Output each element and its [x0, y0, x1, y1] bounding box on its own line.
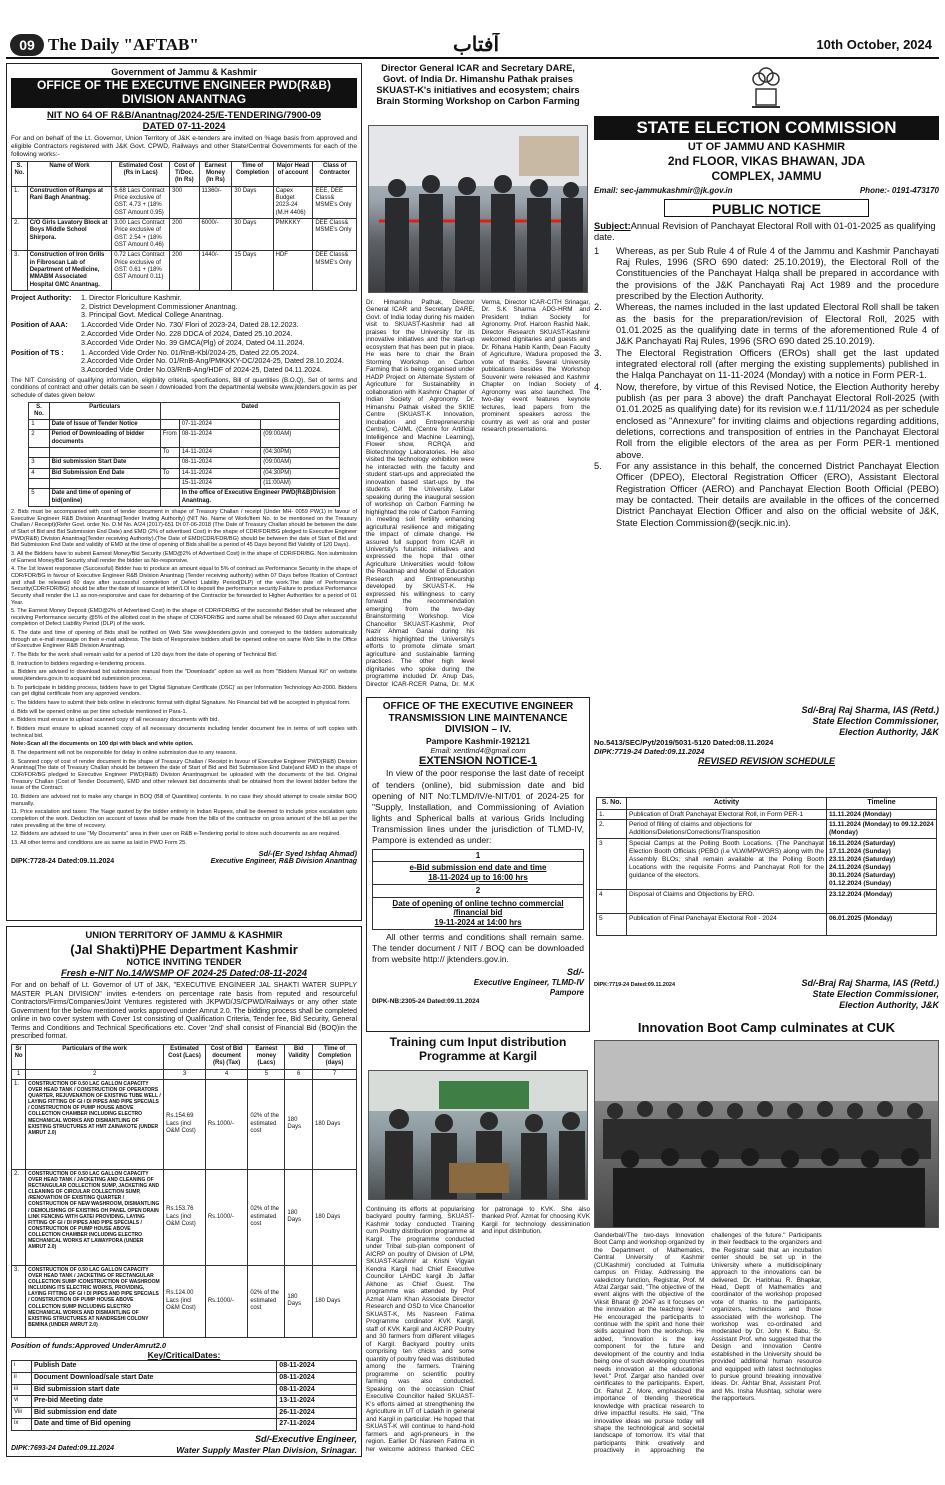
table-header: S. No. Particulars Dated — [29, 402, 339, 420]
sec-sign-2b: State Election Commissioner, — [812, 988, 939, 999]
table-row: 4 Bid Submission End Date To 14-11-2024 (04:30PM) — [29, 468, 339, 478]
sec-phone: Phone:- 0191-473170 — [859, 185, 939, 195]
table-row: 1. CONSTRUCTION OF 0.50 LAC GALLON CAPACITY OVER HEAD TANK / CONSTRUCTION OF OPERATORS QUARTER, REJUVENATION OF EXISTING TUBE WELL / LAYING FITTING OF GI / DI PIPES AND PIPE SPECIALS / CONSTRUCTION OF PUMP HOUSE ABOVE COLLECTION CHAMBER INCLUDING ELECTRO MECHANICAL WORKS AND DISMANTLING OF EXISTING STRUCTURES AT HMT ZAINAKOTE (UNDER AMRUT 2.0) Rs.154.69 Lacs (incl O&M Cost) Rs.1000/- 02% of the estimated cost 180 Days 180 Days — [12, 1079, 357, 1169]
paper-name: The Daily "AFTAB" — [48, 35, 199, 54]
icar-headline: Director General ICAR and Secretary DARE, Govt. of India Dr. Himanshu Pathak praises SKUAST-K's initiatives and ecosystem; chairs Brain Storming Workshop on Carbon Farming — [376, 63, 580, 106]
tlmd-dates-table — [372, 849, 584, 930]
pwd-schedule-table — [28, 402, 339, 507]
table-row: 15-11-2024 (11:00AM) — [29, 479, 339, 489]
phe-key-title: Key/CriticalDates: — [147, 1350, 221, 1361]
table-row: 2 Period of Downloading of bidder documents From 08-11-2024 (09:00AM) — [29, 430, 339, 448]
photo-banner — [519, 136, 579, 176]
pwd-authority: Project Authority: 1. Director Floriculture Kashmir. 2. District Development Commissioner Anantnag. 3. Principal Govt. Medical College Anantnag. — [11, 292, 238, 320]
table-col-numbers: 1 2 3 4 5 6 7 — [12, 1069, 357, 1079]
icar-photo — [368, 125, 588, 293]
pwd-works-table — [11, 161, 357, 291]
sec-sub: UT OF JAMMU AND KASHMIR — [687, 141, 846, 153]
pwd-tender-notice — [6, 63, 362, 921]
phe-sign-designation: Water Supply Master Plan Division, Srinagar. — [176, 1444, 357, 1455]
sec-schedule-table — [596, 797, 937, 936]
pwd-clauses: 2. Bids must be accompanied with cost of tender document in shape of Treasury Challan / receipt (Under MH- 0059 PW(1) in favour of Executive Engineer R&B Division Anantnag(Tender Inviting Authority) (NIT No. Name of Work/Item No. to be mentioned on the Treasury Challan / Receipt)(Refer Govt. order No. O.M No. A/24 (2017)-651 Dt 07-06-2018 (The Date of Treasury Challan should be between the date of Start of Bid and Bid Submission End Date) and EMD (2% of advertised Cost) in the shape of CDR/FDR/BG pledged to Executive Engineer PWD(R&B) Division Anantnag(Tender receiving Authority).(The Date of EMD(CDR/FDR/BG) should be between the date of Start of Bid and Bid Submission End Date and validity of EMD at the time of opening of Bids shall be a period of 45 Days beyond Bid Validity of 120 Days). 3. All the Bidders have to submit Earnest Money/Bid Security (EMD@2% of Advertised Cost) in the shape of CDR/FDR/BG. Non submission of Earnest Money/Bid Security shall render the bidder as No-responsive. 4. The 1st lowest responsive (Successful) Bidder has to produce an amount equal to 5% of contract as Performance Security in the shape of CDR/FDR/BG in favour of Executive Engineer R&B Division Anantnag (Tender receiving authority) within 07 Days before Ifcation of Contract and shall be released 60 days after successful completion of Defect Liability Period(DLP) of the work.The date of Performance Security(CDR/FDR/BG) should be after the date of issuance of letter/LOI to deposit the performance security.Failure to produce Performance Security shall render the L1 as non-responsive and case for debarring of the Contractor be forwarded to Higher Authorities for a period of 01 Year. 5. The Earnest Money Deposit (EMD@2% of Advertised Cost) in the shape of CDR/FDR/BG of the successful Bidder shall be released after receiving Performance security @5% of the allotted cost in the shape of CDR/FDR/BG and same shall be released 60 Days after successful completion of Defect Liability Period (DLP) of the work. 6. The date and time of opening of Bids shall be notified on Web Site www.jktenders.gov.in and conveyed to the bidders automatically through an e-mail message on their e-mail address. The bids of Responsive bidders shall be opened online on same Web Site in the Office of Executive Engineer R&B Division Anantnag. 7. The Bids for the work shall remain valid for a period of 120 days from the date of opening of Technical Bid. 8. Instruction to bidders regarding e-tendering process. a. Bidders are advised to download bid submission manual from the "Downloads" option as well as from "Bidders Manual Kit" on website www.jktenders.gov.in to acquaint bid submission process. b. To participate in bidding process, bidders have to get 'Digital Signature Certificate (DSC)' as per Information Technology Act-2000. Bidders can get digital certificate from any approved vendors. c. The bidders have to submit their bids online in electronic format with digital Signature. No Financial bid will be accepted in physical form. d. Bids will be opened online as per time schedule mentioned in Para-1. e. Bidders must ensure to upload scanned copy of all necessary documents with bid. f. Bidders must ensure to upload scanned copy of all necessary documents including tender document fee in terms of soft copies with technical bid. Note:-Scan all the documents on 100 dpi with black and white option. 8. The department will not be responsible for delay in online submission due to any reasons. 9. Scanned copy of cost of render document in the shape of Treasury Challan / Receipt in favour of Executive Engineer PWD(R&B) Division Anantnag(The date of Treasury Challan should be between the date of Start of Bid and Bid Submission End Date)and EMD in the shape of CDR/FDR/BG pledged to Executive Engineer PWD(R&B) Division Anantnagmust be uploaded with the documents of the bid. Original Treasury Challan (Cost of Tender Document), EMD and other relevant bid documents shall be obtained from the lowest bidder before the issue of the Contract. 10. Bidders are advised not to make any change in BOQ (Bill of Quantities) contents. In no case they should attempt to create similar BOQ manually. 11. Price escalation and taxes: The %age quoted by the bidder entirely in Indian Rupees, shall be deemed to include price escalation upto completion of the work. Deduction on account of taxes shall be made from the bills of the contractor on gross amount of the bill as per the rates prevailing at the time of recovery. 12. Bidders are advised to use "My Documents" area in their user on R&B e-Tendering portal to store such documents as are required. 13. All other terms and conditions are as same as laid in PWD Form 25. — [11, 508, 357, 846]
table-row: ii Document Download/sale start Date 08-11-2024 — [12, 1372, 357, 1384]
national-emblem-icon — [746, 63, 786, 113]
sec-public-notice: PUBLIC NOTICE — [664, 199, 869, 217]
table-row: 4 Disposal of Claims and Objections by ERO. 23.12.2024 (Monday) — [597, 889, 937, 913]
table-row: 5 Publication of Final Panchayat Electoral Roll - 2024 06.01.2025 (Monday) — [597, 913, 937, 935]
cuk-headline: Innovation Boot Camp culminates at CUK — [637, 1020, 896, 1035]
table-row: e-Bid submission end date and time 18-11-2024 up to 16:00 hrs — [373, 862, 584, 885]
cuk-body: Ganderbal//The two-days Innovation Boot Camp and workshop organized by the Department of Mathematics, Central University of Kashmir (CUKashmir) concluded at Tulmulla campus on Friday. Addressing the valedictory function, Registrar, Prof. M Afzal Zargar said, "The objective of the event aligns with the objective of the Viksit Bharat @ 2047 as it focuses on the innovation at the teaching level." He encouraged the participants to continue with the spirit and hone their skills acquired from the workshop. He added, "innovation is the key component for the future and development of the country and India being one of such developing countries needs innovation at the educational level." Prof. Zargar also handed over certificates to the participants. Expert, Dr. Rahul Z. More, emphasized the importance of blending theoretical knowledge with practical research to drive impactful results. He said, "The innovative ideas we pursue today will shape the technological and societal landscape of tomorrow. It's vital that participants think creatively and proactively in approaching the challenges of the future." Participants in their feedback to the organizers and the Registrar said that an incubation center should be set up in the University where a multidisciplinary approach to the innovations can be delivered. Dr. Haribhau R. Bhapkar, Head, Deptt of Mathematics and coordinator of the workshop proposed vote of thanks to the participants, organizers, technicians and those associated with the workshop. The workshop was co-ordinated and moderated by Dr. John K Babu, Sr. Assistant Prof. who suggested that the Design and Innovation Centre established in the University should be provided additional human resource and equipped with latest technologies to pursue ground breaking innovative ideas. Dr. Akhtar Bhat, Assistant Prof. and Ms. Insha Mushtaq, scholar were the rapporteurs. — [594, 1232, 822, 1455]
sec-dipk: DIPK:7719-24 Dated:09.11.2024 — [594, 747, 705, 757]
photo-people — [385, 175, 583, 293]
sec-subject: Subject:Annual Revision of Panchayat Electoral Roll with 01-01-2025 as qualifying date. — [594, 221, 936, 243]
masthead — [6, 33, 939, 59]
phe-key-dates-table — [11, 1360, 357, 1430]
table-row: 1. Construction of Ramps at Rani Bagh Anantnag. 5.68 Lacs Contract Price exclusive of GST: 4.73 + (18% GST Amount 0.95) 300 11360/- 30 Days Capex Budget 2023-24 (M.H 4406) EEE, DEE Class& MSME's Only — [12, 186, 357, 218]
kargil-photo — [368, 1070, 588, 1200]
tlmd-sign-designation: Executive Engineer, TLMD-IV Pampore — [473, 978, 584, 998]
sec-schedule-title: REVISED REVISION SCHEDULE — [697, 756, 836, 767]
phe-dept: (Jal Shakti)PHE Department Kashmir — [70, 941, 298, 957]
sec-para: 2. Whereas, the names included in the last updated Electoral Roll shall be taken as the basis for the preparation/revision of Electoral Roll, 2025 with 01.01.2025 as the qualifying date in terms of the aforementioned Rule 4 of J&K Panchayati Raj Rules, 1996 (SRO 690 dated 25.10.2019). — [594, 302, 939, 347]
table-row: 3 Bid submission Start Date 08-11-2024 (09:00AM) — [29, 458, 339, 468]
poultry-distribution-illustration — [369, 1071, 588, 1200]
sec-address-1: 2nd FLOOR, VIKAS BHAWAN, JDA — [667, 154, 866, 169]
sec-body — [594, 221, 939, 633]
pwd-office-title: OFFICE OF THE EXECUTIVE ENGINEER PWD(R&B) DIVISION ANANTNAG — [11, 78, 357, 108]
issue-date: 10th October, 2024 — [816, 37, 932, 52]
photo-building — [595, 1041, 939, 1101]
kargil-story — [366, 1036, 590, 1458]
tlmd-body2: All other terms and conditions shall remain same. The tender document / NIT / BOQ can be downloaded from website http:// jktenders.gov.in. — [372, 931, 584, 965]
sec-notice — [594, 63, 939, 633]
phe-ut: UNION TERRITORY OF JAMMU & KASHMIR — [85, 930, 283, 941]
table-row: 3. CONSTRUCTION OF 0.50 LAC GALLON CAPACITY OVER HEAD TANK / JACKETING OF RECTANGULAR COLLECTION SUMP /CONSTRUCTION OF WASHROOM INCLUDING ITS ELECTRIC WORKS, PROVIDING, LAYING FITTING OF GI / DI PIPES AND PIPE SPECIALS / CONSTRUCTION OF PUMP HOUSE ABOVE COLLECTION SUMP INCLUDING ELECTRO MECHANICAL WORKS AND DISMANTLING OF EXISTING STRUCTURES AT NANDRESHI COLONY BEMINA (UNDER AMRUT 2.0) Rs.124.00 Lacs (incl O&M Cost) Rs.1000/- 02% of the estimated cost 180 Days 180 Days — [12, 1265, 357, 1337]
table-header: S. No. Name of Work Estimated Cost (Rs in Lacs) Cost of T/Doc. (In Rs) Earnest Money (In Rs) Time of Completion Major Head of account Class of Contractor — [12, 161, 357, 186]
sec-sign-3b: Election Authority, J&K — [839, 999, 939, 1010]
sec-email: Email: sec-jammukashmir@jk.gov.in — [594, 185, 733, 195]
table-row: 5 Date and time of opening of bid(online) In the office of Executive Engineer PWD(R&B)Division Anantnag. — [29, 489, 339, 507]
table-row: 3 Special Camps at the Polling Booth Locations. (The Panchayat Election Booth Officials (PEBO (i.e VLW/MPW/GRS) along with the Assembly BLOs; shall remain available at the Polling Booth Locations with the requisite Forms and Panchayat Roll for the guidance of the electors. 16.11.2024 (Saturday) 17.11.2024 (Sunday) 23.11.2024 (Saturday) 24.11.2024 (Sunday) 30.11.2024 (Saturday) 01.12.2024 (Sunday) — [597, 839, 937, 890]
tlmd-notice — [366, 697, 590, 1032]
sec-dipk-2: DIPK:7719-24 Dated:09.11.2024 — [594, 982, 676, 988]
table-row: 2. CONSTRUCTION OF 0.50 LAC GALLON CAPACITY OVER HEAD TANK / JACKETING AND CLEANING OF RECTANGULAR COLLECTION SUMP, JACKETING AND CLEANING OF CIRCULAR COLLECTION SUMP, /RENOVATION OF EXISTING QUARTER / CONSTRUCTION OF NEW WASHROOM, DISMANTLING / DEMOLISHING OF EXISTING OH PANEL OPEN DRAIN LINK FENCING WITH GATE/ PROVIDING, LAYING FITTING OF GI / DI PIPES AND PIPE SPECIALS / CONSTRUCTION OF PUMP HOUSE ABOVE COLLECTION CHAMBER INCLUDING ELECTRO MECHANICAL WORKS AT LAWAYPORA (UNDER AMRUT 2.0) Rs.153.76 Lacs (incl O&M Cost) Rs.1000/- 02% of the estimated cost 180 Days 180 Days — [12, 1169, 357, 1265]
pwd-nit-date: DATED 07-11-2024 — [142, 121, 226, 133]
tlmd-title: EXTENSION NOTICE-1 — [419, 755, 537, 767]
sec-para: 4. Now, therefore, by virtue of this Revised Notice, the Election Authority hereby publish (as per para 3 above) the draft Panchayat Electoral Roll-2025 (with 01.01.2025 as qualifying date) for its revision w.e.f 11/11/2024 as per schedule enclosed as "Annexure" for inviting claims and objections regarding additions, deletions, corrections and transposition of entries in the Panchayat Electoral Roll from the eligible electors of the area as per Form PER-1 mentioned above. — [594, 381, 939, 460]
phe-funds: Position of funds:Approved UnderAmrut2.0 — [11, 1340, 167, 1350]
ribbon-cutting-illustration — [369, 126, 588, 293]
paper-logo: آفتاب — [452, 33, 500, 56]
cuk-photo — [594, 1040, 939, 1228]
sec-contact — [594, 186, 939, 196]
pwd-aaa: Position of AAA: 1.Accorded Vide Order No. 730/ Flori of 2023-24, Dated 28.12.2023. 2.Accorded Vide Order No. 228 DDCA of 2024, Dated 25.10.2024. 3.Accorded Vide Order No. 39 GMCA(Plg) of 2024, Dated 04.11.2024. — [11, 320, 305, 347]
sec-sign-1: Sd/-Braj Raj Sharma, IAS (Retd.) — [801, 705, 939, 715]
sec-sign-3: Election Authority, J&K — [839, 726, 939, 737]
kargil-body: Continuing its efforts at popularising backyard poultry farming, SKUAST-Kashmir today conducted Training cum Poultry distribution programme at Kargil. The programme conducted under Tribal sub-plan component of AICRP on poultry of Division of LPM, SKUAST-Kashmir at Krishi Vigyan Kendra Kargil had Chief Executive Councillor LAHDC kargil Jb Jaffar Akhone as Chief Guest. The programme was attended by Prof Azmat Alam Khan Associate Director Research and OSD to Vice Chancellor SKUAST-K, Ms Nasreen Fatima Programme cordinator KVK Kargil, staff of KVK Kargil and AICRP Poultry and 30 farmers from different villages of Kargil. Backyard poultry units comprising ten chicks and some quantity of poultry feed was distributed among the farmers. Training programme on scientific poultry farming was also conducted. Speaking on the occassion Chief Executive Councillor hailed SKUAST-K's efforts aimed at strengthening the Agriculture in UT of Ladakh in general and Kargil in particular. He hoped that SKUAST-K will continue to hand-hold farmers and agri-preneurs in the region. Earlier Dr Nasreen Fatima in her welcome address thanked CEC for patronage to KVK. She also thanked Prof. Azmat for choosing KVK Kargil for technology dessimination and input distribution. — [366, 1206, 590, 1453]
group-photo-illustration — [595, 1041, 939, 1228]
photo-chick-box — [449, 1163, 509, 1193]
pwd-nit-number: NIT NO 64 OF R&B/Anantnag/2024-25/E-TENDERING/7900-09 — [47, 109, 321, 121]
table-row: vi Pre-bid Meeting date 13-11-2024 — [12, 1396, 357, 1408]
pwd-footer — [11, 858, 357, 867]
table-row: 3. Construction of Iron Grills in Fibroscan Lab of Department of Medicine, MMABM Associated Hospital GMC Anantnag. 0.72 Lacs Contract Price exclusive of GST: 0.61 + (18% GST Amount 0.11) 200 1440/- 15 Days HDF DEE Class& MSME's Only — [12, 251, 357, 291]
table-row: To 14-11-2024 (04:30PM) — [29, 448, 339, 458]
sec-signature-block-2 — [594, 978, 939, 1016]
sec-sign-2: State Election Commissioner, — [812, 715, 939, 726]
kargil-headline: Training cum Input distribution Programme at Kargil — [389, 1036, 567, 1063]
phe-notice: NOTICE INVITING TENDER — [126, 957, 242, 968]
table-row: 2. Period of filling of claims and objections for Additions/Deletions/Corrections/Transposition 11.11.2024 (Monday) to 09.12.2024 (Monday) — [597, 820, 937, 839]
tlmd-dipk: DIPK-NB:2305-24 Dated:09.11.2024 — [372, 997, 480, 1005]
tlmd-office: OFFICE OF THE EXECUTIVE ENGINEER TRANSMISSION LINE MAINTENANCE DIVISION – IV. — [382, 701, 574, 735]
table-row: 1. Publication of Draft Panchayat Electoral Roll, in Form PER-1 11.11.2024 (Monday) — [597, 809, 937, 820]
pwd-ts: Position of TS : 1. Accorded Vide Order No. 01/RnB-Kbl/2024-25, Dated 22.05.2024. 2.Accorded Vide Order No. 01/RnB-Ang/PMKKKY-DC/2024-25, Dated 28.10.2024. 3.Accorded Vide Order No.03/RnB-Ang/HDF of 2024-25, Dated 04.11.2024. — [11, 347, 344, 375]
table-row: 2. C/O Girls Lavatory Block at Boys Middle School Shirpora. 3.00 Lacs Contract Price exclusive of GST: 2.54 + (18% GST Amount 0.46) 200 6000/- 30 Days PMKKKY DEE Class& MSME's Only — [12, 219, 357, 251]
table-row: i Publish Date 08-11-2024 — [12, 1361, 357, 1373]
photo-people-back-row — [603, 1101, 931, 1159]
pwd-sign-designation: Executive Engineer, R&B Division Anantnag — [210, 857, 357, 865]
table-row: ix Date and time of Bid opening 27-11-2024 — [12, 1419, 357, 1431]
icar-story — [366, 63, 590, 693]
photo-people-front-row — [613, 1148, 925, 1228]
table-row: Viii Bid submission end date 26-11-2024 — [12, 1407, 357, 1419]
sec-signature-block — [594, 705, 939, 797]
phe-dipk: DIPK:7693-24 Dated:09.11.2024 — [11, 1444, 114, 1452]
table-row: 1 Date of Issue of Tender Notice 07-11-2024 — [29, 420, 339, 430]
phe-works-table — [11, 1044, 357, 1338]
table-row: iii Bid submission start date 08-11-2024 — [12, 1384, 357, 1396]
table-row: 1 — [373, 849, 584, 862]
pwd-intro: For and on behalf of the Lt. Governor, Union Territory of J&K e-tenders are invited on %age basis from approved and eligible Contractors registered with J&K Govt. CPWD, Railways and other State/Central Governments for each of the following works:- — [11, 134, 357, 158]
phe-footer — [11, 1445, 357, 1455]
pwd-dipk: DIPK:7728-24 Dated:09.11.2024 — [11, 857, 115, 865]
tlmd-email: Email: xentlmd4@gmail.com — [430, 745, 526, 755]
pwd-govt: Government of Jammu & Kashmir — [111, 67, 257, 77]
page-number-badge: 09 — [10, 34, 44, 56]
table-row: 2 — [373, 884, 584, 897]
phe-tender-notice — [6, 926, 362, 1457]
sec-title: STATE ELECTION COMMISSION — [594, 116, 939, 140]
sec-ref-no: No.5413/SEC/Pyt/2019/5031-5120 Dated:08.11.2024 — [594, 737, 774, 747]
sec-schedule — [596, 797, 937, 977]
sec-address-2: COMPLEX, JAMMU — [711, 169, 822, 184]
table-header: S. No. Activity Timeline — [597, 798, 937, 810]
phe-nit: Fresh e-NIT No.14/WSMP OF 2024-25 Dated:08-11-2024 — [60, 968, 308, 980]
tlmd-signature: Sd/- — [567, 967, 584, 978]
pwd-note1: The NIT Consisting of qualifying information, eligibility criteria, specifications, Bill of quantities (B.O.Q), Set of terms and conditions of contract and other details can be seen / downloaded from the departmental website www.jktenders.gov.in as per schedule of dates given below: — [11, 376, 357, 399]
tlmd-place: Pampore Kashmir-192121 — [426, 735, 530, 746]
sec-address-block — [594, 141, 939, 195]
sec-para: 5. For any assistance in this behalf, the concerned District Panchayat Election Officer (DPEO), Electoral Registration Officer (ERO), Assistant Electoral Registration Officer (AERO) and Panchayat Election Booth Official (PEBO) may be contacted. Their details are available in the offices of the concerned District Panchayat Election Officer and also on the official website of J&K, State Election Commission@(secjk.nic.in). — [594, 460, 939, 528]
tlmd-body: In view of the poor response the last date of receipt of tenders (online), bid submission date and bid opening of NIT No:TLMD/IV/e-NIT/01 of 2024-25 for "Supply, Installation, and Commissioning of Aviation lights and Spherical balls at various Grids Including Transmission lines under the jurisdiction of TLMD-IV, Pampore is extended as under: — [372, 768, 584, 846]
sec-para: 3. The Electoral Registration Officers (EROs) shall get the last updated integrated electoral roll (after merging the existing supplements) published in the Halqa Panchayat on 11-11-2024 (Monday) with a notice in Form PER-1. — [594, 347, 939, 381]
photo-banner — [439, 1081, 529, 1109]
icar-body: Dr. Himanshu Pathak, Director General ICAR and Secretary DARE, Govt. of India today during his maiden visit to SKUAST-Kashmir had all praises for the University for its innovative initiatives and the start-up ecosystem that has been put in place. He was here to chair the Brain Storming Workshop on Carbon Farming that is being organised under HADP Project on Alternate System of Agriculture for Sustainability in collaboration with Kashmir Chapter of Indian Society of Agronomy. Dr. Himanshu Pathak visited the SKIIE Centre (SKUAST-K Innovation, Incubation and Entrepreneurship Centre), CAIML (Centre for Artificial Intelligence and Machine Learning), Flower show, RCRQA and Biotechnology Laboratories. He also visited the technology exhibition were he interacted with the faculty and student start-ups and appreciated the innovation based start-ups by the students of the University. Later speaking during the inaugural session of workshop on Carbon Farming he highlighted the role of Carbon Farming in meeting soil fertility enhancing agricultural resilience and mitigating the impact of climate change. He assured full support from ICAR in University's futuristic initiatives and expressed the hope that other Agriculture Universities would follow the Roadmap and Model of Education Research and Entrepreneurship developed by SKUAST-K. He expressed his willingness to carry forward the recommendation emerging from the two-day Brainstorming Workshop. Vice Chancellor SKUAST-Kashmir, Prof Nazir Ahmad Ganai during his address highlighted the University's efforts to promote climate smart agriculture and sustainable farming practices. The other high level dignitaries who spoke during the programme included Dr. Anup Das, Director ICAR-RCER Patna, Dr. M.K Verma, Director ICAR-CITH Srinagar, Dr. S.K Sharma ADG-HRM and President Indian Society for Agronomy. Prof. Haroon Rashid Naik, Director Research SKUAST-Kashmir welcomed dignitaries and guests and Dr. Rihana Habib Kanth, Dean Faculty of Agriculture, Wadura proposed the vote of thanks. Several University publications besides the Workshop Souvenir were released and Kashmir Chapter on Indian Society of Agronomy was also launched. The two-day event features keynote lectures, lead papers from the prominent speakers across the country as well as oral and poster research presentations. — [366, 299, 590, 688]
phe-intro: For and on behalf of Lt. Governor of UT of J&K, "EXECUTIVE ENGINEER JAL SHAKTI WATER SUPPLY MASTER PLAN DIVISION" invites e-tenders on percentage rate basis from reputed and resourceful Contractors/Firms/Companies/Joint Ventures registered with JKPWD/JS/CPWD/Railways or any other state Government for the below mentioned works approved under Amrut 2.0. The bidding process shall be completed online in two cover system with Cover 1st consisting of Qualification Criteria, Tender fee, Bid Security, General Terms and Conditions and Technical Specifications etc. Cover '2nd' shall consist of Financial Bid (BOQ)in the prescribed format. — [11, 981, 357, 1041]
table-header: Sr No Particulars of the work Estimated Cost (Lacs) Cost of Bid document (Rs) (Tax) Earnest money (Lacs) Bid Validity Time of Completion (days) — [12, 1044, 357, 1069]
phe-signature: Sd/-Executive Engineer, — [254, 1433, 357, 1444]
table-row: Date of opening of online techno commercial /financial bid 19-11-2024 at 14:00 hrs — [373, 897, 584, 929]
sec-sign-1b: Sd/-Braj Raj Sharma, IAS (Retd.) — [801, 978, 939, 988]
pwd-signature: Sd/-(Er Syed Ishfaq Ahmad) — [258, 848, 357, 858]
sec-para: 1 Whereas, as per Sub Rule 4 of Rule 4 of the Jammu and Kashmir Panchayati Raj Rules, 1996 (SRO 690 dated: 25.10.2019), the Electoral Roll of the Constituencies of the Panchayat Halqa shall be prepared in accordance with the provisions of the J&K Panchayati Raj Act 1989 and the procedure prescribed by the Election Authority. — [594, 245, 939, 301]
cuk-story — [594, 1020, 939, 1458]
